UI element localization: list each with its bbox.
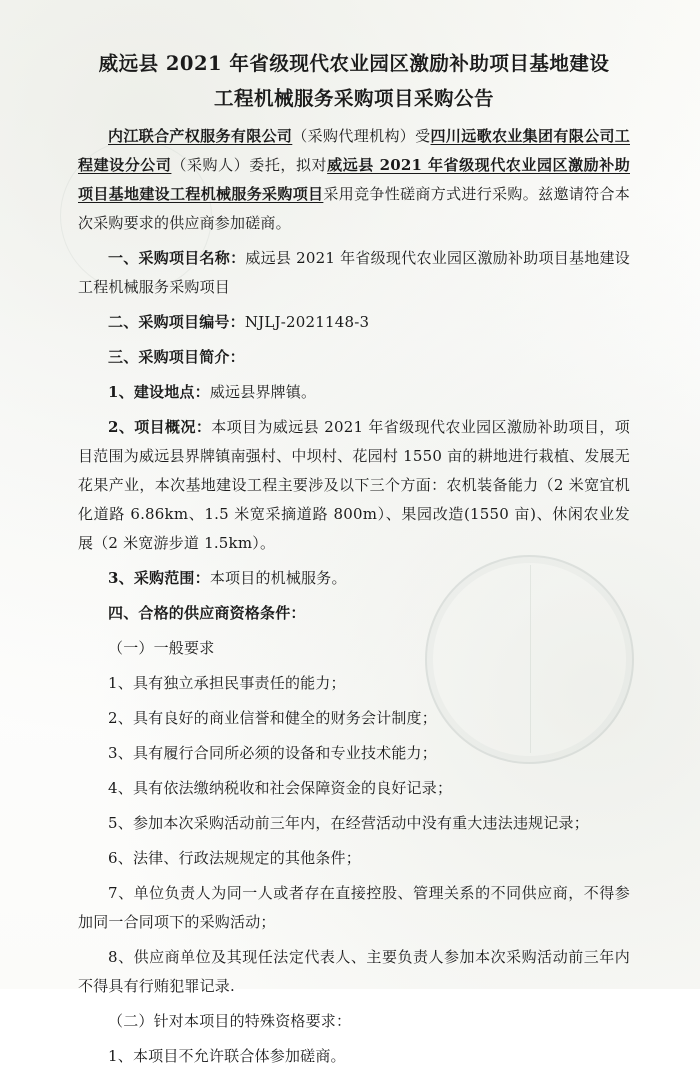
project-item-location <box>78 378 630 407</box>
intro-text-1: （采购代理机构）受 <box>292 127 431 145</box>
list-item: 1、具有独立承担民事责任的能力； <box>108 674 346 692</box>
section-project-number <box>78 308 630 337</box>
project-item-2-label: 2、项目概况： <box>108 418 212 436</box>
intro-paragraph <box>78 122 630 238</box>
intro-agency: 内江联合产权服务有限公司 <box>108 127 293 145</box>
list-item: 2、具有良好的商业信誉和健全的财务会计制度； <box>108 709 437 727</box>
list-item: 6、法律、行政法规规定的其他条件； <box>108 849 361 867</box>
section-qualification-heading: 四、合格的供应商资格条件： <box>108 604 306 622</box>
project-item-3-text: 本项目的机械服务。 <box>209 569 347 587</box>
project-item-scope <box>78 564 630 593</box>
list-item: 4、具有依法缴纳税收和社会保障资金的良好记录； <box>108 779 453 797</box>
section-2-heading: 二、采购项目编号： <box>108 313 245 331</box>
title-line-2: 工程机械服务采购项目采购公告 <box>213 87 494 110</box>
project-item-3-label: 3、采购范围： <box>108 569 210 587</box>
section-project-summary <box>78 343 630 372</box>
intro-project-name: 威远县 2021 年省级现代农业园区激励补助项目基地建设工程机械服务采购项目 <box>78 156 630 203</box>
section-2-body: NJLJ-2021148-3 <box>244 313 370 331</box>
list-item: 3、具有履行合同所必须的设备和专业技术能力； <box>108 744 437 762</box>
project-item-overview <box>78 413 630 558</box>
title-line-1: 威远县 2021 年省级现代农业园区激励补助项目基地建设 <box>98 52 610 75</box>
list-item: 5、参加本次采购活动前三年内，在经营活动中没有重大违法违规记录； <box>108 814 589 832</box>
project-item-1-label: 1、建设地点： <box>108 383 210 401</box>
list-item: 8、供应商单位及其现任法定代表人、主要负责人参加本次采购活动前三年内不得具有行贿犯罪记录. <box>78 948 630 995</box>
project-item-1-text: 威远县界牌镇。 <box>209 383 317 401</box>
intro-text-3: 采用竞争性磋商方式进行采购。兹邀请符合本次采购要求的供应商参加磋商。 <box>78 185 630 232</box>
section-3-heading: 三、采购项目简介： <box>108 348 245 366</box>
general-requirements-heading: （一）一般要求 <box>108 639 215 657</box>
project-item-2-text: 本项目为威远县 2021 年省级现代农业园区激励补助项目，项目范围为威远县界牌镇南强村、中坝村、花园村 1550 亩的耕地进行栽植、发展无花果产业，本次基地建设工程主要涉及以下三个方面：农机装备能力（2 米宽宜机化道路 6.86km、1.5 米宽采摘道路 800m）、果园改造(1550 亩)、休闲农业发展（2 米宽游步道 1.5km）。 <box>78 418 630 552</box>
page-title <box>78 46 630 116</box>
section-1-body: 威远县 2021 年省级现代农业园区激励补助项目基地建设工程机械服务采购项目 <box>78 249 631 296</box>
section-1-heading: 一、采购项目名称： <box>108 249 246 267</box>
list-item: 1、本项目不允许联合体参加磋商。 <box>108 1047 346 1065</box>
intro-text-2: （采购人）委托，拟对 <box>171 156 328 174</box>
list-item: 7、单位负责人为同一人或者存在直接控股、管理关系的不同供应商，不得参加同一合同项下的采购活动； <box>78 884 630 931</box>
special-requirements-heading: （二）针对本项目的特殊资格要求： <box>108 1012 352 1030</box>
intro-purchaser: 四川远歌农业集团有限公司工程建设分公司 <box>78 127 630 174</box>
document-content <box>78 46 630 1071</box>
section-project-name <box>78 244 630 302</box>
